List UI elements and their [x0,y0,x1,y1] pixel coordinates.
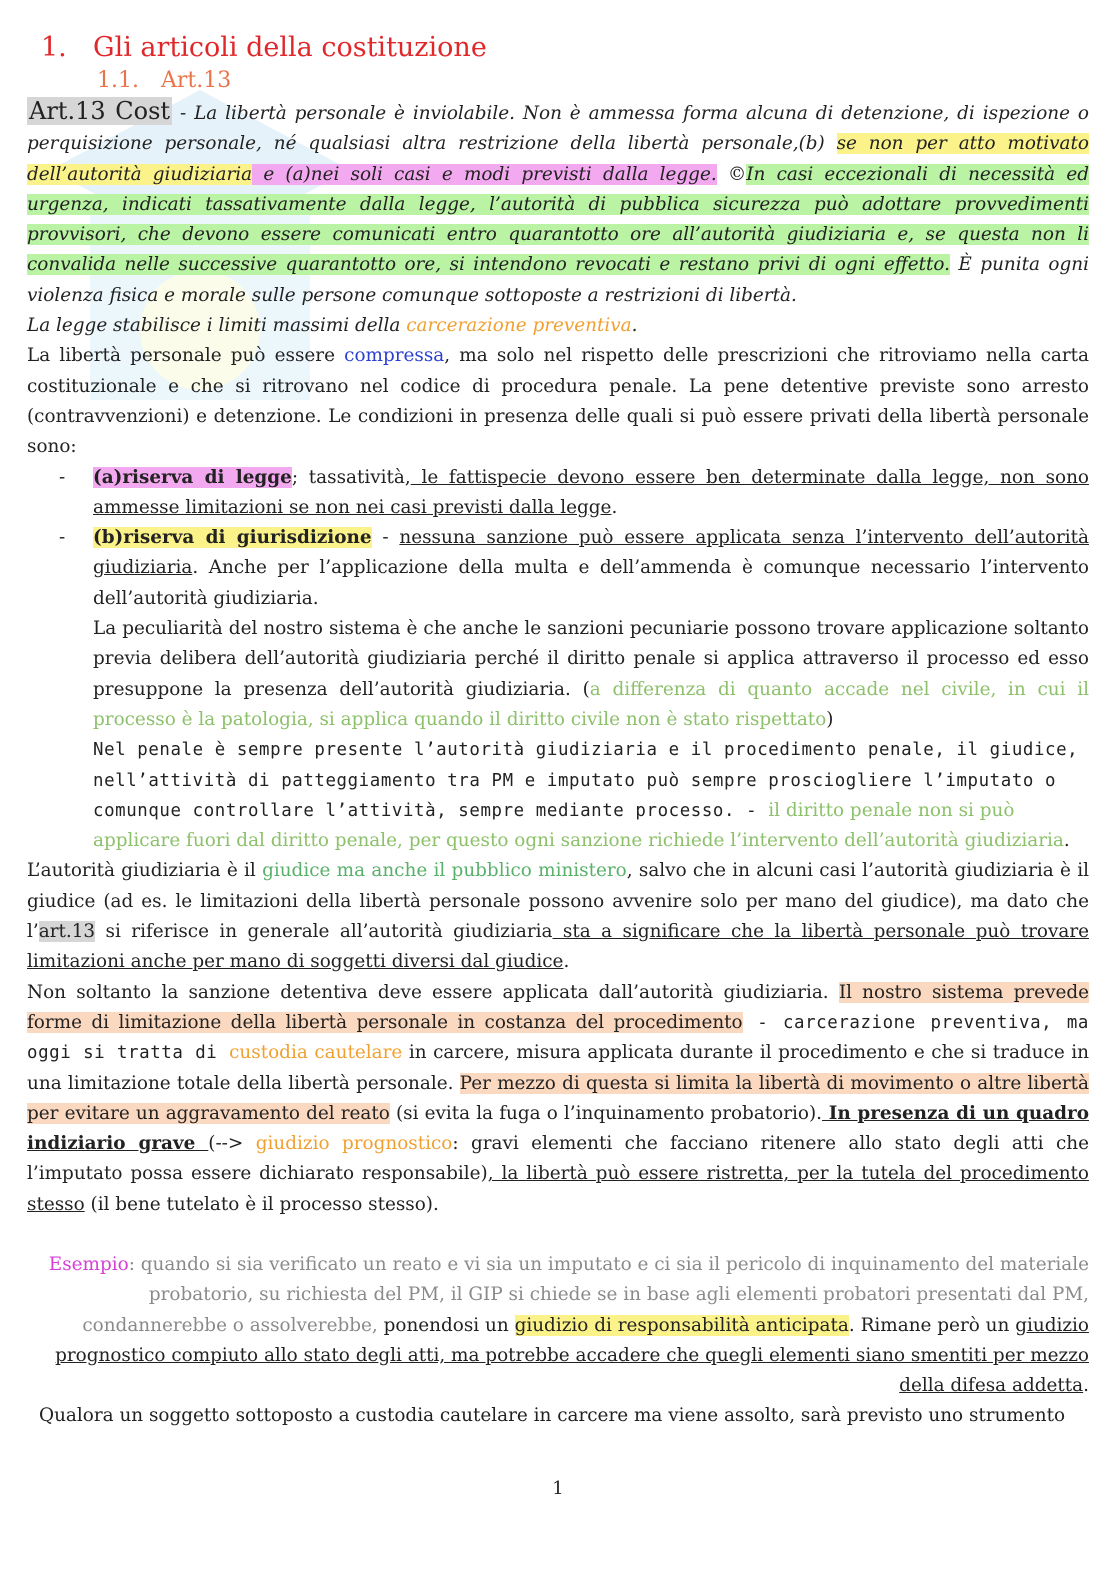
last-line: Qualora un soggetto sottoposto a custodia cautelare in carcere ma viene assolto, sarà previsto uno strumento [39,1405,1066,1427]
para2-green: giudice ma anche il pubblico ministero [262,860,627,882]
paragraph-1 [27,341,1089,462]
heading-2 [97,66,1089,96]
art13-tag: Art.13 Cost [29,97,171,125]
para3-d: (--> [208,1133,256,1155]
bullet-1-mid: ; tassatività, [291,466,411,488]
para2-underline: sta a significare che la libertà personale può trovare limitazioni anche per mano di soggetti diversi dal giudice [27,921,1089,973]
indent2-end: . [1063,830,1070,852]
art13-t1: La libertà personale è inviolabile. Non è ammessa forma alcuna di detenzione, di ispezione o perquisizione personale, né qualsiasi altra restrizione della libertà personale,(b) [27,103,1090,155]
para3-bold-underline: In presenza di un quadro indiziario grave [27,1102,1089,1155]
list-dash: - [59,466,66,488]
para3-orange-highlight-2: Per mezzo di questa si limita la libertà di movimento o altre libertà per evitare un aggravamento del reato [27,1072,1089,1124]
art13-text [27,96,1089,311]
esempio-b: . Rimane però un [848,1314,1016,1336]
para3-b: in carcere, misura applicata durante il procedimento e che si traduce in una limitazione totale della libertà personale. [27,1042,1089,1094]
para1-b: , ma solo nel rispetto delle prescrizioni che ritroviamo nella carta costituzionale e che si ritrovano nel codice di procedura penale. La pene detentive previste sono arresto (contravvenzioni) e detenzione. Le condizioni in presenza delle quali si può essere privati della libertà personale sono: [27,345,1089,458]
para3-c: (si evita la fuga o l’inquinamento probatorio). [389,1102,823,1124]
para2-c: si riferisce in generale all’autorità giudiziaria [95,921,553,943]
page-number: 1 [552,1478,564,1499]
paragraph-3 [27,978,1089,1220]
heading-1 [41,30,1089,66]
bullet-2-end: . Anche per l’applicazione della multa e dell’ammenda è comunque necessario l’intervento dell’autorità giudiziaria. [93,557,1089,609]
heading-2-title: Art.13 [161,68,232,93]
art13-carcerazione: carcerazione preventiva [406,315,632,337]
para1-a: La libertà personale può essere [27,345,345,367]
indented-paragraph-1 [27,614,1089,735]
para2-a: L’autorità giudiziaria è il [27,860,263,882]
para3-e: : gravi elementi che facciano ritenere allo stato degli atti che l’imputato possa essere dichiarato responsabile) [27,1133,1089,1185]
list-item [27,463,1089,524]
indent2-green: il diritto penale non si può applicare fuori dal diritto penale, per questo ogni sanzione richiede l’intervento dell’autorità giudiziaria [93,799,1064,852]
esempio-paragraph [27,1250,1089,1401]
esempio-yellow: giudizio di responsabilità anticipata [514,1314,849,1336]
art13-t7-end: . [631,315,638,337]
art13-t4: © [716,163,747,185]
para1-compressa: compressa [344,345,445,367]
list-item [27,523,1089,614]
bullet-1-end: . [611,496,618,518]
heading-1-title: Gli articoli della costituzione [93,32,487,63]
para2-b: , salvo che in alcuni casi l’autorità giudiziaria è il giudice (ad es. le limitazioni della libertà personale possono avvenire solo per mano del giudice), ma dato che l’ [27,860,1089,943]
esempio-label: Esempio [48,1253,129,1275]
bullet-1-underline: le fattispecie devono essere ben determinate dalla legge, non sono ammesse limitazioni se non nei casi previsti dalla legge [93,466,1089,518]
heading-1-number: 1. [41,32,67,63]
art13-t6: È punita ogni violenza fisica e morale sulle persone comunque sottoposte a restrizioni di libertà. [27,254,1090,306]
para2-art13: art.13 [38,921,96,943]
indent1-b: ) [826,708,834,730]
bullet-2-label: (b)riserva di giurisdizione [93,527,372,549]
indented-paragraph-2 [27,735,1089,856]
para3-f: (il bene tutelato è il processo stesso). [84,1193,439,1215]
bullet-1-label: (a)riserva di legge [93,466,292,488]
esempio-end: . [1083,1375,1089,1397]
para3-underline: , la libertà può essere ristretta, per la tutela del procedimento stesso [27,1163,1090,1215]
indent2-mono: Nel penale è sempre presente l’autorità giudiziaria e il procedimento penale, il giudice, nell’attività di patteggiamento tra PM e imputato può sempre prosciogliere l’imputato o comunque controllare l’attività, sempre mediante processo. - [93,740,1079,821]
art13-dash: - [172,103,195,124]
para2-end: . [563,951,570,973]
indent1-green: a differenza di quanto accade nel civile, in cui il processo è la patologia, si applica quando il diritto civile non è stato rispettato [93,678,1090,730]
para3-mono: - carcerazione preventiva, ma oggi si tratta di [27,1012,1089,1064]
bullet-2-underline: nessuna sanzione può essere applicata senza l’intervento dell’autorità giudiziaria [93,527,1089,579]
bullet-2-mid: - [371,527,400,549]
para3-custodia: custodia cautelare [229,1042,403,1064]
para3-giudizio: giudizio prognostico [255,1133,453,1155]
art13-yellow: se non per atto motivato dell’autorità giudiziaria [27,133,1089,185]
art13-t7: La legge stabilisce i limiti massimi della [27,315,407,337]
heading-2-number: 1.1. [97,68,139,93]
esempio-grey: : quando si sia verificato un reato e vi sia un imputato e ci sia il pericolo di inquinamento del materiale probatorio, su richiesta del PM, il GIP si chiede se in base agli elementi probatori presentati dal PM, condannerebbe o assolverebbe, [82,1253,1089,1336]
conditions-list [27,463,1089,614]
indent1-a: La peculiarità del nostro sistema è che anche le sanzioni pecuniarie possono trovare applicazione soltanto previa delibera dell’autorità giudiziaria perché il diritto penale si applica attraverso il processo ed esso presuppone la presenza dell’autorità giudiziaria. ( [93,618,1089,700]
esempio-a: ponendosi un [377,1314,515,1336]
paragraph-2 [27,856,1089,977]
document-page [27,24,1089,1432]
art13-pink: e (a)nei soli casi e modi previsti dalla legge. [252,163,717,185]
esempio-underline: giudizio prognostico compiuto allo stato degli atti, ma potrebbe accadere che quegli elementi siano smentiti per mezzo della difesa addetta [55,1314,1089,1397]
para3-orange-highlight-1: Il nostro sistema prevede forme di limitazione della libertà personale in costanza del procedimento [27,981,1089,1033]
para3-a: Non soltanto la sanzione detentiva deve essere applicata dall’autorità giudiziaria. [27,981,839,1003]
art13-limits [27,311,1089,341]
art13-green: In casi eccezionali di necessità ed urgenza, indicati tassativamente dalla legge, l’autorità di pubblica sicurezza può adottare provvedimenti provvisori, che devono essere comunicati entro quarantotto ore all’autorità giudiziaria e, se questa non li convalida nelle successive quarantotto ore, si intendono revocati e restano privi di ogni effetto. [27,163,1089,276]
list-dash: - [59,527,66,549]
